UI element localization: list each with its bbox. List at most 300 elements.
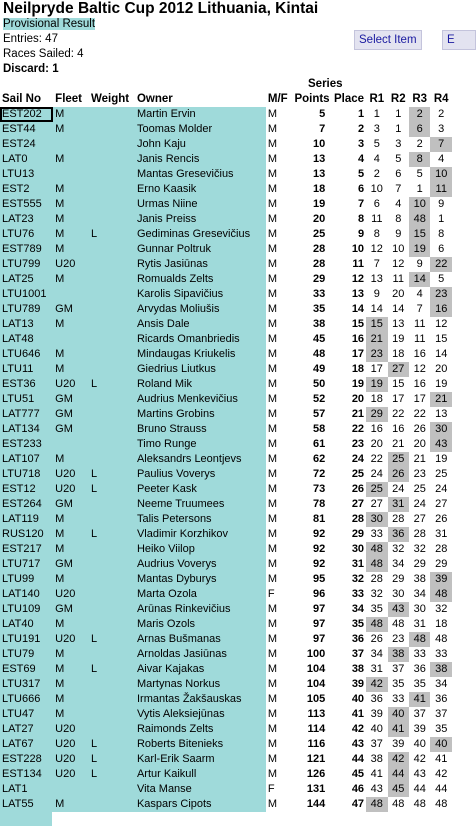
- cell-sail-no[interactable]: RUS120: [0, 527, 53, 542]
- cell-place[interactable]: 18: [351, 363, 365, 375]
- cell-r4[interactable]: 29: [435, 558, 448, 570]
- cell-sail-no[interactable]: LTU99: [0, 572, 53, 587]
- cell-r3[interactable]: 15: [409, 227, 430, 242]
- cell-weight[interactable]: L: [89, 752, 135, 767]
- cell-r3[interactable]: 2: [416, 138, 423, 150]
- cell-r2[interactable]: 29: [392, 573, 405, 585]
- cell-r1[interactable]: 23: [366, 347, 387, 362]
- cell-owner[interactable]: Romualds Zelts: [135, 272, 266, 287]
- cell-weight[interactable]: [89, 167, 135, 182]
- table-row[interactable]: [0, 122, 452, 137]
- cell-mf[interactable]: M: [267, 513, 278, 525]
- cell-r2[interactable]: 1: [395, 123, 402, 135]
- cell-r4[interactable]: 13: [435, 408, 448, 420]
- cell-place[interactable]: 19: [351, 378, 365, 390]
- cell-owner[interactable]: Artur Kaikull: [135, 767, 266, 782]
- cell-fleet[interactable]: GM: [53, 302, 89, 317]
- cell-points[interactable]: 29: [312, 273, 326, 285]
- cell-place[interactable]: 3: [357, 138, 365, 150]
- cell-mf[interactable]: M: [267, 543, 278, 555]
- cell-r3[interactable]: 30: [413, 603, 426, 615]
- cell-weight[interactable]: L: [89, 227, 135, 242]
- cell-fleet[interactable]: M: [53, 272, 89, 287]
- table-row[interactable]: [0, 287, 452, 302]
- cell-r3[interactable]: 35: [413, 678, 426, 690]
- cell-mf[interactable]: M: [267, 423, 278, 435]
- cell-r3[interactable]: 2: [409, 107, 430, 122]
- cell-r1[interactable]: 48: [366, 797, 387, 812]
- cell-fleet[interactable]: M: [53, 452, 89, 467]
- cell-place[interactable]: 45: [351, 768, 365, 780]
- cell-place[interactable]: 31: [351, 558, 365, 570]
- cell-fleet[interactable]: M: [53, 797, 89, 812]
- cell-r1[interactable]: 42: [366, 677, 387, 692]
- table-row[interactable]: [0, 212, 452, 227]
- cell-weight[interactable]: [89, 437, 135, 452]
- cell-r4[interactable]: 11: [430, 182, 452, 197]
- cell-sail-no[interactable]: LAT25: [0, 272, 53, 287]
- cell-fleet[interactable]: M: [53, 347, 89, 362]
- cell-owner[interactable]: Arnoldas Jasiūnas: [135, 647, 266, 662]
- table-row[interactable]: [0, 437, 452, 452]
- cell-mf[interactable]: M: [267, 453, 278, 465]
- cell-r2[interactable]: 18: [392, 348, 405, 360]
- cell-points[interactable]: 62: [312, 453, 326, 465]
- cell-fleet[interactable]: U20: [53, 722, 89, 737]
- col-r4[interactable]: R4: [433, 92, 449, 105]
- col-owner[interactable]: Owner: [136, 92, 173, 105]
- cell-r1[interactable]: 1: [373, 108, 380, 120]
- cell-r3[interactable]: 27: [413, 513, 426, 525]
- cell-owner[interactable]: Roland Mik: [135, 377, 266, 392]
- cell-points[interactable]: 25: [312, 228, 326, 240]
- cell-sail-no[interactable]: LTU646: [0, 347, 53, 362]
- cell-r4[interactable]: 22: [430, 257, 452, 272]
- cell-owner[interactable]: Karolis Sipavičius: [135, 287, 266, 302]
- cell-fleet[interactable]: GM: [53, 557, 89, 572]
- cell-place[interactable]: 16: [351, 333, 365, 345]
- cell-r1[interactable]: 34: [370, 648, 383, 660]
- cell-r4[interactable]: 16: [430, 302, 452, 317]
- table-row[interactable]: [0, 512, 452, 527]
- cell-place[interactable]: 10: [351, 243, 365, 255]
- cell-fleet[interactable]: M: [53, 107, 89, 122]
- cell-fleet[interactable]: [53, 287, 89, 302]
- table-row[interactable]: [0, 497, 452, 512]
- cell-sail-no[interactable]: LAT13: [0, 317, 53, 332]
- table-row[interactable]: [0, 797, 452, 812]
- cell-place[interactable]: 32: [351, 573, 365, 585]
- cell-owner[interactable]: Mindaugas Kriukelis: [135, 347, 266, 362]
- table-row[interactable]: [0, 662, 452, 677]
- cell-fleet[interactable]: U20: [53, 377, 89, 392]
- cell-r4[interactable]: 48: [435, 798, 448, 810]
- table-row[interactable]: [0, 632, 452, 647]
- cell-sail-no[interactable]: LTU718: [0, 467, 53, 482]
- cell-sail-no[interactable]: LAT0: [0, 152, 53, 167]
- cell-weight[interactable]: [89, 722, 135, 737]
- cell-r1[interactable]: 10: [370, 183, 383, 195]
- cell-weight[interactable]: [89, 497, 135, 512]
- cell-mf[interactable]: M: [267, 603, 278, 615]
- cell-place[interactable]: 11: [352, 258, 365, 270]
- cell-r3[interactable]: 26: [413, 423, 426, 435]
- cell-weight[interactable]: [89, 707, 135, 722]
- cell-weight[interactable]: [89, 332, 135, 347]
- cell-r3[interactable]: 1: [416, 183, 423, 195]
- cell-sail-no[interactable]: LTU317: [0, 677, 53, 692]
- cell-weight[interactable]: [89, 602, 135, 617]
- cell-weight[interactable]: [89, 107, 135, 122]
- cell-points[interactable]: 50: [312, 378, 326, 390]
- cell-r3[interactable]: 8: [409, 152, 430, 167]
- cell-place[interactable]: 20: [351, 393, 365, 405]
- cell-points[interactable]: 96: [312, 588, 326, 600]
- cell-r1[interactable]: 8: [373, 228, 380, 240]
- cell-r2[interactable]: 5: [395, 153, 402, 165]
- cell-r1[interactable]: 43: [370, 783, 383, 795]
- cell-owner[interactable]: Martins Grobins: [135, 407, 266, 422]
- cell-r3[interactable]: 21: [413, 453, 426, 465]
- cell-owner[interactable]: Erno Kaasik: [135, 182, 266, 197]
- cell-points[interactable]: 35: [312, 303, 326, 315]
- cell-points[interactable]: 58: [312, 423, 326, 435]
- cell-r1[interactable]: 40: [370, 723, 383, 735]
- cell-points[interactable]: 73: [312, 483, 326, 495]
- cell-points[interactable]: 57: [312, 408, 326, 420]
- cell-r1[interactable]: 31: [370, 663, 383, 675]
- cell-r4[interactable]: 31: [435, 528, 448, 540]
- table-row[interactable]: [0, 707, 452, 722]
- cell-owner[interactable]: Talis Petersons: [135, 512, 266, 527]
- cell-r4[interactable]: 10: [430, 167, 452, 182]
- table-row[interactable]: [0, 467, 452, 482]
- cell-fleet[interactable]: M: [53, 662, 89, 677]
- cell-sail-no[interactable]: LTU79: [0, 647, 53, 662]
- cell-owner[interactable]: Timo Runge: [135, 437, 266, 452]
- cell-place[interactable]: 5: [357, 168, 365, 180]
- cell-place[interactable]: 29: [351, 528, 365, 540]
- cell-r4[interactable]: 40: [430, 737, 452, 752]
- cell-mf[interactable]: M: [267, 108, 278, 120]
- cell-fleet[interactable]: M: [53, 677, 89, 692]
- cell-points[interactable]: 114: [307, 723, 326, 735]
- cell-r4[interactable]: 4: [438, 153, 445, 165]
- cell-r2[interactable]: 21: [392, 438, 405, 450]
- cell-place[interactable]: 36: [351, 633, 365, 645]
- cell-mf[interactable]: M: [267, 288, 278, 300]
- cell-r1[interactable]: 25: [366, 482, 387, 497]
- col-mf[interactable]: M/F: [267, 92, 288, 105]
- cell-fleet[interactable]: U20: [53, 587, 89, 602]
- cell-r2[interactable]: 15: [392, 378, 405, 390]
- cell-sail-no[interactable]: LAT140: [0, 587, 53, 602]
- cell-r4[interactable]: 44: [435, 783, 448, 795]
- cell-points[interactable]: 104: [306, 663, 326, 675]
- cell-fleet[interactable]: M: [53, 617, 89, 632]
- cell-r3[interactable]: 31: [413, 618, 426, 630]
- cell-weight[interactable]: [89, 212, 135, 227]
- cell-fleet[interactable]: U20: [53, 752, 89, 767]
- cell-r1[interactable]: 17: [370, 363, 383, 375]
- cell-weight[interactable]: [89, 587, 135, 602]
- cell-mf[interactable]: M: [267, 273, 278, 285]
- cell-points[interactable]: 52: [312, 393, 326, 405]
- cell-mf[interactable]: M: [267, 303, 278, 315]
- cell-r3[interactable]: 40: [413, 738, 426, 750]
- table-row[interactable]: [0, 542, 452, 557]
- cell-mf[interactable]: M: [267, 243, 278, 255]
- cell-fleet[interactable]: M: [53, 527, 89, 542]
- cell-r3[interactable]: 6: [409, 122, 430, 137]
- cell-r3[interactable]: 48: [409, 212, 430, 227]
- cell-r2[interactable]: 28: [392, 513, 405, 525]
- cell-sail-no[interactable]: LAT119: [0, 512, 53, 527]
- cell-place[interactable]: 46: [351, 783, 365, 795]
- cell-r1[interactable]: 16: [370, 423, 383, 435]
- cell-owner[interactable]: Toomas Molder: [135, 122, 266, 137]
- cell-r2[interactable]: 3: [395, 138, 402, 150]
- cell-weight[interactable]: [89, 782, 135, 797]
- cell-r4[interactable]: 25: [435, 468, 448, 480]
- cell-sail-no[interactable]: LTU789: [0, 302, 53, 317]
- table-row[interactable]: [0, 242, 452, 257]
- cell-points[interactable]: 13: [312, 153, 326, 165]
- cell-r1[interactable]: 41: [370, 768, 383, 780]
- cell-r2[interactable]: 45: [388, 782, 409, 797]
- cell-r3[interactable]: 39: [413, 723, 426, 735]
- cell-place[interactable]: 33: [351, 588, 365, 600]
- cell-r1[interactable]: 22: [370, 453, 383, 465]
- cell-r4[interactable]: 6: [438, 243, 445, 255]
- cell-owner[interactable]: Peeter Kask: [135, 482, 266, 497]
- cell-weight[interactable]: [89, 347, 135, 362]
- cell-fleet[interactable]: U20: [53, 737, 89, 752]
- cell-r4[interactable]: 38: [430, 662, 452, 677]
- cell-r2[interactable]: 35: [392, 678, 405, 690]
- cell-r1[interactable]: 5: [373, 138, 380, 150]
- cell-mf[interactable]: M: [267, 708, 278, 720]
- cell-place[interactable]: 13: [351, 288, 365, 300]
- cell-place[interactable]: 44: [351, 753, 365, 765]
- cell-r1[interactable]: 27: [370, 498, 383, 510]
- cell-owner[interactable]: Neeme Truumees: [135, 497, 266, 512]
- cell-r4[interactable]: 1: [438, 213, 445, 225]
- cell-r2[interactable]: 8: [395, 213, 402, 225]
- cell-weight[interactable]: [89, 647, 135, 662]
- cell-points[interactable]: 131: [306, 783, 326, 795]
- table-row[interactable]: [0, 107, 452, 122]
- cell-r3[interactable]: 23: [413, 468, 426, 480]
- cell-weight[interactable]: [89, 542, 135, 557]
- cell-points[interactable]: 19: [312, 198, 326, 210]
- cell-sail-no[interactable]: EST12: [0, 482, 53, 497]
- cell-place[interactable]: 26: [351, 483, 365, 495]
- cell-mf[interactable]: M: [267, 348, 278, 360]
- cell-owner[interactable]: John Kaju: [135, 137, 266, 152]
- cell-sail-no[interactable]: EST264: [0, 497, 53, 512]
- cell-fleet[interactable]: M: [53, 122, 89, 137]
- table-row[interactable]: [0, 782, 452, 797]
- cell-owner[interactable]: Gediminas Gresevičius: [135, 227, 266, 242]
- cell-r1[interactable]: 12: [370, 243, 383, 255]
- cell-owner[interactable]: Vita Manse: [135, 782, 266, 797]
- cell-fleet[interactable]: M: [53, 212, 89, 227]
- cell-place[interactable]: 39: [351, 678, 365, 690]
- cell-r4[interactable]: 41: [435, 753, 448, 765]
- cell-place[interactable]: 17: [351, 348, 365, 360]
- cell-place[interactable]: 37: [351, 648, 365, 660]
- cell-r4[interactable]: 9: [438, 198, 445, 210]
- cell-points[interactable]: 144: [306, 798, 326, 810]
- table-row[interactable]: [0, 377, 452, 392]
- cell-place[interactable]: 2: [357, 123, 365, 135]
- cell-sail-no[interactable]: LTU1001: [0, 287, 53, 302]
- cell-place[interactable]: 30: [351, 543, 365, 555]
- cell-r3[interactable]: 9: [416, 258, 423, 270]
- cell-r2[interactable]: 12: [392, 258, 405, 270]
- cell-r1[interactable]: 21: [366, 332, 387, 347]
- cell-mf[interactable]: M: [267, 378, 278, 390]
- cell-points[interactable]: 10: [312, 138, 326, 150]
- cell-sail-no[interactable]: EST24: [0, 137, 53, 152]
- cell-r3[interactable]: 48: [409, 632, 430, 647]
- cell-sail-no[interactable]: EST555: [0, 197, 53, 212]
- table-row[interactable]: [0, 647, 452, 662]
- cell-fleet[interactable]: U20: [53, 632, 89, 647]
- cell-r2[interactable]: 48: [392, 798, 405, 810]
- cell-r4[interactable]: 35: [435, 723, 448, 735]
- cell-r3[interactable]: 48: [413, 798, 426, 810]
- cell-owner[interactable]: Arnas Bušmanas: [135, 632, 266, 647]
- cell-r4[interactable]: 43: [430, 437, 452, 452]
- cell-r4[interactable]: 5: [438, 273, 445, 285]
- cell-r3[interactable]: 5: [416, 168, 423, 180]
- cell-r2[interactable]: 43: [388, 602, 409, 617]
- cell-fleet[interactable]: M: [53, 197, 89, 212]
- cell-place[interactable]: 21: [351, 408, 365, 420]
- cell-r3[interactable]: 41: [409, 692, 430, 707]
- cell-owner[interactable]: Aleksandrs Leontjevs: [135, 452, 266, 467]
- cell-weight[interactable]: [89, 362, 135, 377]
- cell-mf[interactable]: M: [267, 408, 278, 420]
- cell-mf[interactable]: M: [267, 573, 278, 585]
- cell-r2[interactable]: 34: [392, 558, 405, 570]
- cell-weight[interactable]: [89, 797, 135, 812]
- cell-r3[interactable]: 22: [413, 408, 426, 420]
- cell-r1[interactable]: 32: [370, 588, 383, 600]
- cell-sail-no[interactable]: LAT134: [0, 422, 53, 437]
- cell-sail-no[interactable]: LAT55: [0, 797, 53, 812]
- cell-mf[interactable]: M: [267, 663, 278, 675]
- cell-owner[interactable]: Bruno Strauss: [135, 422, 266, 437]
- cell-mf[interactable]: M: [267, 333, 278, 345]
- cell-place[interactable]: 1: [357, 108, 365, 120]
- cell-weight[interactable]: [89, 677, 135, 692]
- cell-r2[interactable]: 6: [395, 168, 402, 180]
- cell-r3[interactable]: 32: [413, 543, 426, 555]
- cell-owner[interactable]: Ansis Dale: [135, 317, 266, 332]
- table-row[interactable]: [0, 572, 452, 587]
- cell-r3[interactable]: 34: [413, 588, 426, 600]
- cell-place[interactable]: 38: [351, 663, 365, 675]
- cell-mf[interactable]: M: [267, 168, 278, 180]
- table-row[interactable]: [0, 257, 452, 272]
- cell-r2[interactable]: 30: [392, 588, 405, 600]
- cell-owner[interactable]: Irmantas Žakšauskas: [135, 692, 266, 707]
- cell-r1[interactable]: 6: [373, 198, 380, 210]
- cell-weight[interactable]: [89, 512, 135, 527]
- table-row[interactable]: [0, 407, 452, 422]
- cell-place[interactable]: 40: [351, 693, 365, 705]
- cell-place[interactable]: 24: [351, 453, 365, 465]
- cell-weight[interactable]: [89, 692, 135, 707]
- cell-weight[interactable]: L: [89, 662, 135, 677]
- col-points[interactable]: Points: [294, 92, 330, 105]
- cell-mf[interactable]: M: [267, 633, 278, 645]
- cell-mf[interactable]: M: [267, 738, 278, 750]
- cell-r3[interactable]: 33: [413, 648, 426, 660]
- cell-weight[interactable]: L: [89, 737, 135, 752]
- cell-points[interactable]: 81: [312, 513, 326, 525]
- partial-button[interactable]: E: [442, 30, 476, 50]
- cell-r4[interactable]: 12: [435, 318, 448, 330]
- cell-r3[interactable]: 43: [413, 768, 426, 780]
- cell-fleet[interactable]: [53, 437, 89, 452]
- cell-sail-no[interactable]: EST217: [0, 542, 53, 557]
- cell-fleet[interactable]: M: [53, 572, 89, 587]
- cell-points[interactable]: 78: [312, 498, 326, 510]
- cell-sail-no[interactable]: LTU51: [0, 392, 53, 407]
- cell-r2[interactable]: 10: [392, 243, 405, 255]
- cell-r2[interactable]: 9: [395, 228, 402, 240]
- cell-points[interactable]: 92: [312, 558, 326, 570]
- cell-fleet[interactable]: U20: [53, 767, 89, 782]
- cell-r1[interactable]: 15: [366, 317, 387, 332]
- cell-weight[interactable]: [89, 272, 135, 287]
- cell-r2[interactable]: 16: [392, 423, 405, 435]
- table-row[interactable]: [0, 227, 452, 242]
- cell-sail-no[interactable]: LAT27: [0, 722, 53, 737]
- cell-r2[interactable]: 33: [392, 693, 405, 705]
- cell-r3[interactable]: 7: [416, 303, 423, 315]
- cell-owner[interactable]: Janis Rencis: [135, 152, 266, 167]
- cell-weight[interactable]: [89, 287, 135, 302]
- cell-fleet[interactable]: M: [53, 362, 89, 377]
- cell-r2[interactable]: 27: [388, 362, 409, 377]
- cell-place[interactable]: 47: [351, 798, 365, 810]
- cell-sail-no[interactable]: LAT40: [0, 617, 53, 632]
- cell-mf[interactable]: M: [267, 438, 278, 450]
- cell-r4[interactable]: 19: [435, 378, 448, 390]
- cell-owner[interactable]: Audrius Voverys: [135, 557, 266, 572]
- cell-mf[interactable]: F: [267, 783, 275, 795]
- cell-points[interactable]: 45: [312, 333, 326, 345]
- cell-r1[interactable]: 2: [373, 168, 380, 180]
- cell-r3[interactable]: 28: [413, 528, 426, 540]
- table-row[interactable]: [0, 392, 452, 407]
- cell-owner[interactable]: Arūnas Rinkevičius: [135, 602, 266, 617]
- cell-r3[interactable]: 19: [409, 242, 430, 257]
- table-row[interactable]: [0, 692, 452, 707]
- cell-r4[interactable]: 18: [435, 618, 448, 630]
- cell-r3[interactable]: 44: [413, 783, 426, 795]
- cell-fleet[interactable]: [53, 782, 89, 797]
- cell-owner[interactable]: Vladimir Korzhikov: [135, 527, 266, 542]
- cell-points[interactable]: 20: [312, 213, 326, 225]
- cell-r3[interactable]: 29: [413, 558, 426, 570]
- cell-r4[interactable]: 15: [435, 333, 448, 345]
